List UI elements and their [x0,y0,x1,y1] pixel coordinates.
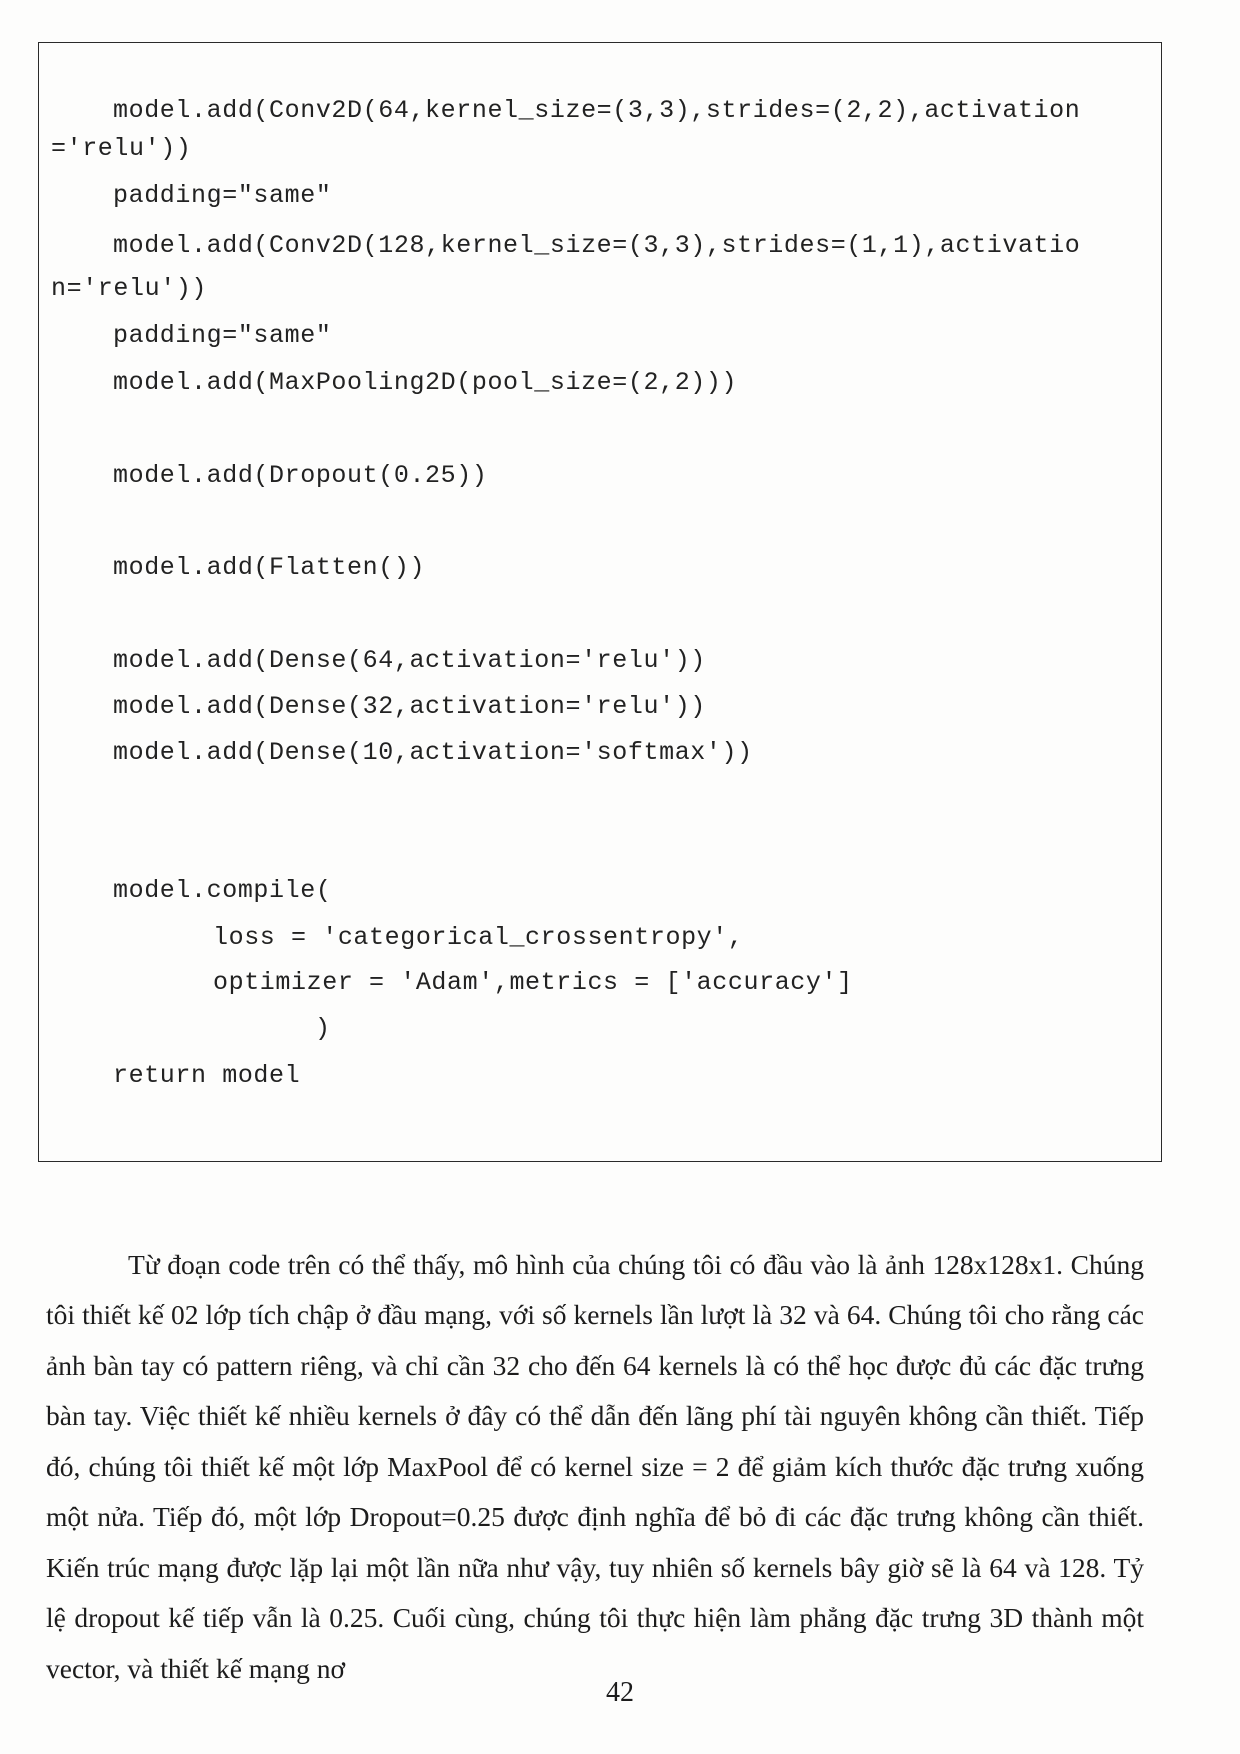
body-paragraph: Từ đoạn code trên có thể thấy, mô hình của chúng tôi có đầu vào là ảnh 128x128x1. Chúng tôi thiết kế 02 lớp tích chập ở đầu mạng, với số kernels lần lượt là 32 và 64. Chúng tôi cho rằng các ảnh bàn tay có pattern riêng, và chỉ cần 32 cho đến 64 kernels là có thể học được đủ các đặc trưng bàn tay. Việc thiết kế nhiều kernels ở đây có thể dẫn đến lãng phí tài nguyên không cần thiết. Tiếp đó, chúng tôi thiết kế một lớp MaxPool để có kernel size = 2 để giảm kích thước đặc trưng xuống một nửa. Tiếp đó, một lớp Dropout=0.25 được định nghĩa để bỏ đi các đặc trưng không cần thiết. Kiến trúc mạng được lặp lại một lần nữa như vậy, tuy nhiên số kernels bây giờ sẽ là 64 và 128. Tỷ lệ dropout kế tiếp vẫn là 0.25. Cuối cùng, chúng tôi thực hiện làm phẳng đặc trưng 3D thành một vector, và thiết kế mạng nơ [46,1248,1144,1684]
code-line: return model [113,1061,301,1090]
code-line: loss = 'categorical_crossentropy', [213,923,744,952]
code-line: model.add(MaxPooling2D(pool_size=(2,2))) [113,368,738,397]
code-line: model.add(Dense(64,activation='relu')) [113,646,706,675]
code-line: model.add(Flatten()) [113,553,426,582]
code-line: model.compile( [113,876,332,905]
page-number: 42 [606,1677,634,1708]
code-line: padding="same" [113,321,332,350]
code-line: n='relu')) [51,274,208,303]
code-line: model.add(Conv2D(64,kernel_size=(3,3),strides=(2,2),activation [113,96,1081,125]
code-line: ) [315,1014,331,1043]
code-line: model.add(Dense(10,activation='softmax')) [113,738,753,767]
code-line: optimizer = 'Adam',metrics = ['accuracy'] [213,968,853,997]
code-line: ='relu')) [51,134,192,163]
code-line: model.add(Dropout(0.25)) [113,461,488,490]
code-line: model.add(Dense(32,activation='relu')) [113,692,706,721]
code-listing-box [38,42,1162,1162]
code-line: padding="same" [113,181,332,210]
code-line: model.add(Conv2D(128,kernel_size=(3,3),strides=(1,1),activatio [113,231,1081,260]
